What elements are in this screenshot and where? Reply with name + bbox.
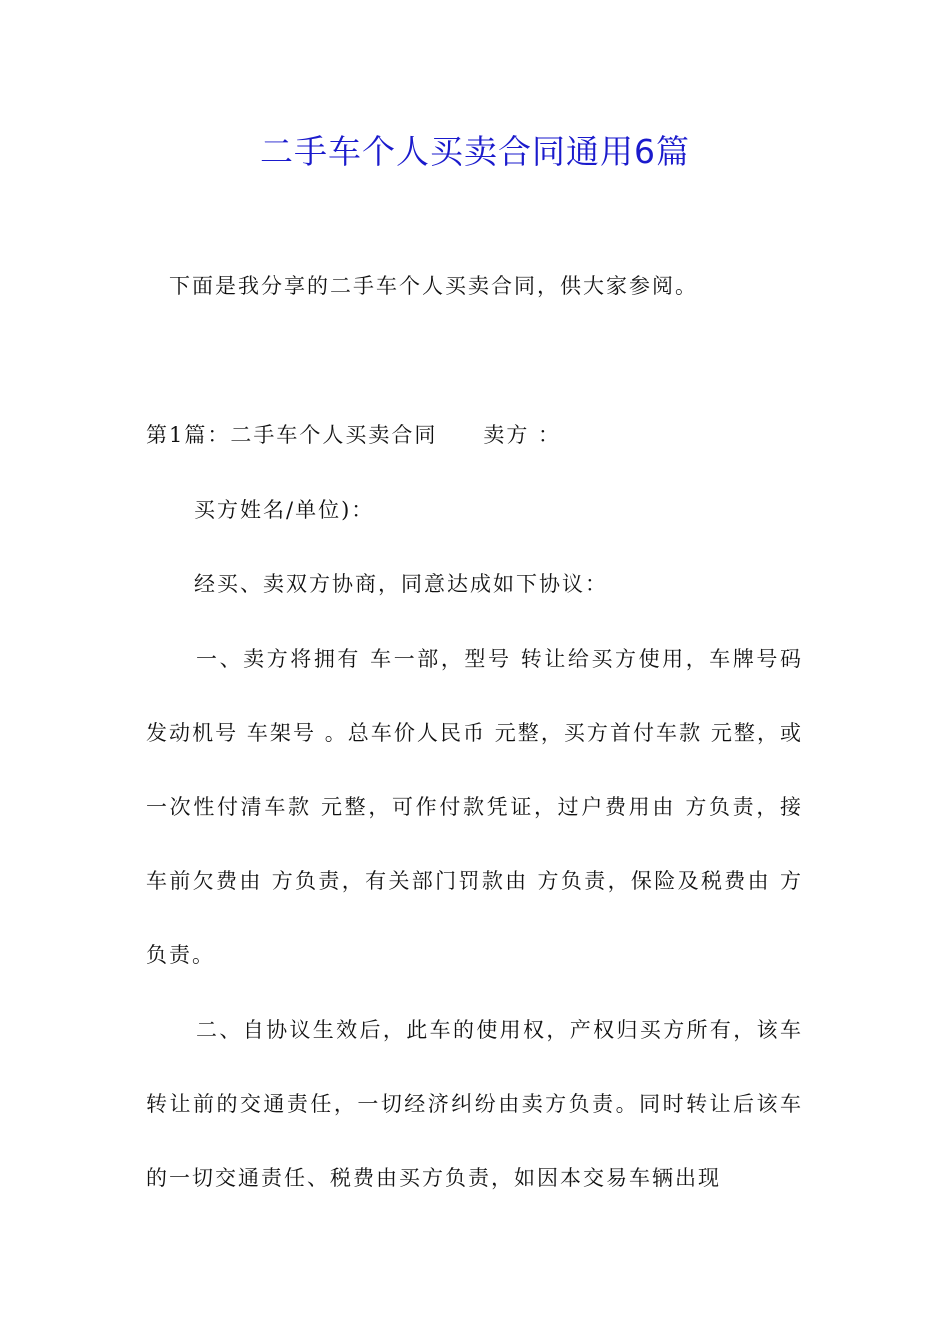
buyer-label: 买方姓名/单位)：	[194, 498, 375, 522]
document-title: 二手车个人买卖合同通用6篇	[260, 132, 690, 171]
agreement-line: 经买、卖双方协商，同意达成如下协议：	[194, 572, 608, 596]
intro-paragraph: 下面是我分享的二手车个人买卖合同，供大家参阅。	[169, 274, 698, 298]
section-heading-line	[146, 417, 561, 453]
clause-1: 一、卖方将拥有 车一部，型号 转让给买方使用，车牌号码 发动机号 车架号 。总车价人民币 元整，买方首付车款 元整，或一次性付清车款 元整，可作付款凭证，过户费用由 方负责，接车前欠费由 方负责，有关部门罚款由 方负责，保险及税费由 方负责。	[146, 647, 803, 967]
seller-label: 卖方 ：	[483, 423, 562, 447]
section-heading: 第1篇：二手车个人买卖合同	[146, 423, 438, 447]
clause-2: 二、自协议生效后，此车的使用权，产权归买方所有，该车转让前的交通责任，一切经济纠纷由卖方负责。同时转让后该车的一切交通责任、税费由买方负责，如因本交易车辆出现	[146, 1018, 803, 1190]
